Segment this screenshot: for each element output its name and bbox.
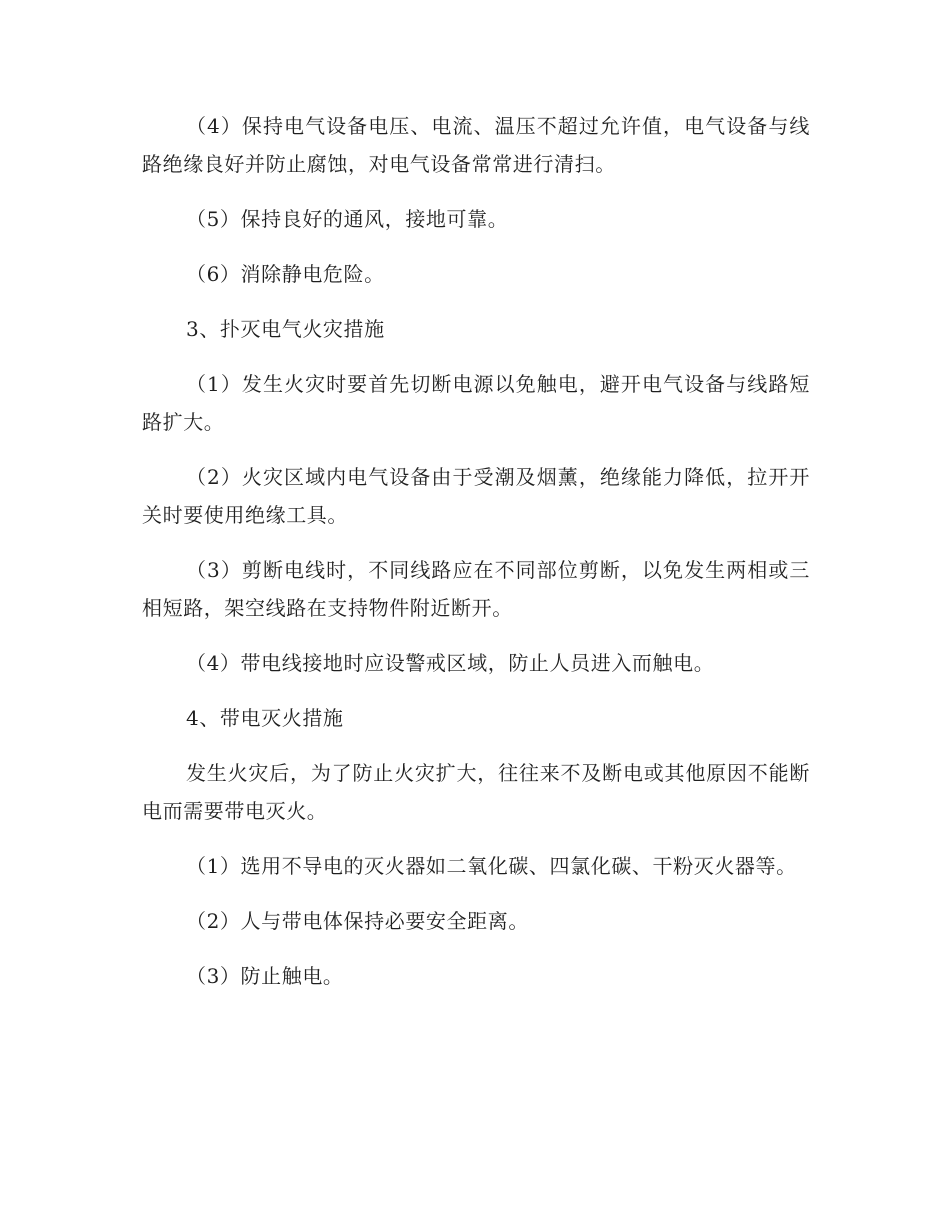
paragraph-item-3-cut-wires: （3）剪断电线时，不同线路应在不同部位剪断，以免发生两相或三相短路，架空线路在支持物件附近断开。 bbox=[142, 558, 810, 620]
section-heading-4: 4、带电灭火措施 bbox=[186, 706, 344, 730]
paragraph-item-2-insulation-tools: （2）火灾区域内电气设备由于受潮及烟薰，绝缘能力降低，拉开开关时要使用绝缘工具。 bbox=[142, 465, 810, 527]
paragraph-item-1-extinguisher: （1）选用不导电的灭火器如二氧化碳、四氯化碳、干粉灭火器等。 bbox=[186, 854, 797, 878]
section-heading-3: 3、扑灭电气火灾措施 bbox=[186, 317, 385, 341]
paragraph-item-3-prevent-shock: （3）防止触电。 bbox=[186, 964, 344, 988]
paragraph-item-6-static: （6）消除静电危险。 bbox=[186, 262, 385, 286]
paragraph-item-2-safe-distance: （2）人与带电体保持必要安全距离。 bbox=[186, 909, 529, 933]
document-body bbox=[142, 107, 810, 1012]
paragraph-item-1-cut-power: （1）发生火灾时要首先切断电源以免触电，避开电气设备与线路短路扩大。 bbox=[142, 372, 810, 434]
paragraph-item-4-warning-zone: （4）带电线接地时应设警戒区域，防止人员进入而触电。 bbox=[186, 651, 715, 675]
paragraph-item-5-ventilation: （5）保持良好的通风，接地可靠。 bbox=[186, 207, 509, 231]
paragraph-item-4-maintain-voltage: （4）保持电气设备电压、电流、温压不超过允许值，电气设备与线路绝缘良好并防止腐蚀，对电气设备常常进行清扫。 bbox=[142, 114, 810, 176]
paragraph-live-firefighting-intro: 发生火灾后，为了防止火灾扩大，往往来不及断电或其他原因不能断电而需要带电灭火。 bbox=[142, 761, 810, 823]
